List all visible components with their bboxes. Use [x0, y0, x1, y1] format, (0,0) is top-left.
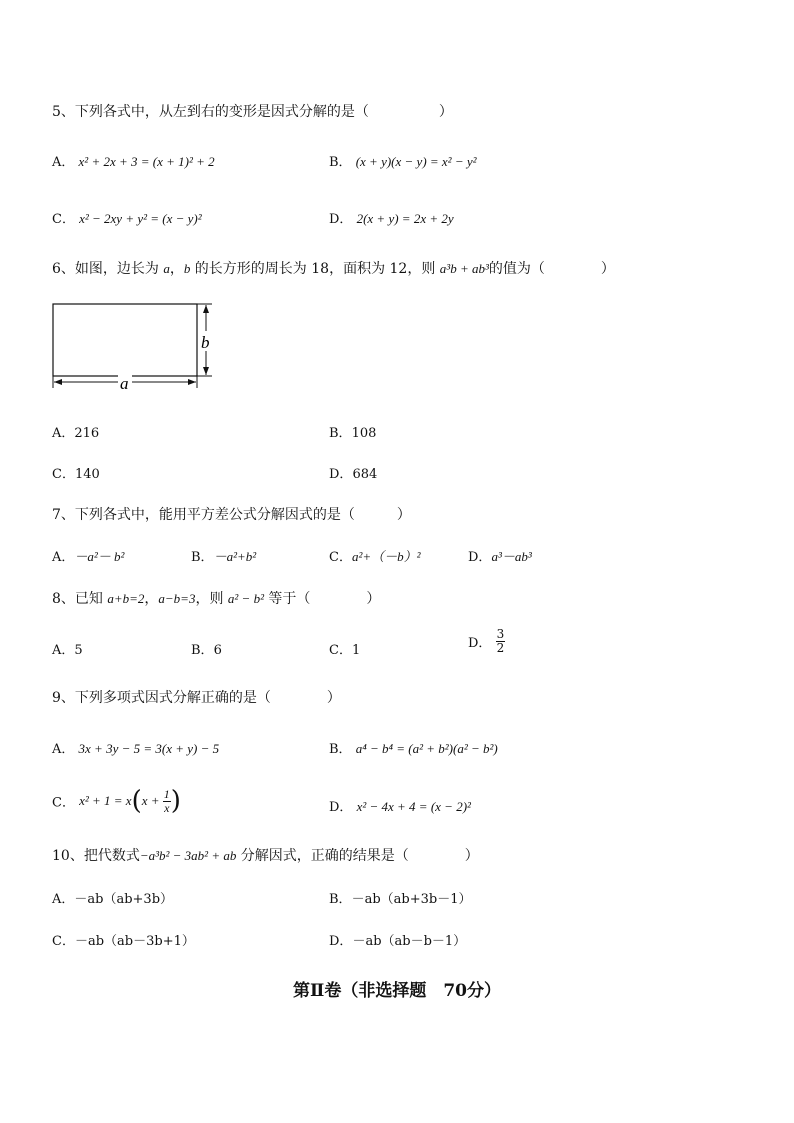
option-label: B． [191, 643, 214, 658]
q6-option-a [52, 422, 99, 441]
q8-option-b [191, 639, 222, 658]
height-arrow-top [203, 305, 209, 313]
option-label: C． [52, 934, 75, 949]
q9-option-b [329, 738, 498, 757]
fraction-numerator: 3 [496, 627, 505, 641]
option-label: C． [52, 467, 75, 482]
fraction [496, 628, 506, 655]
fraction-numerator: 1 [163, 786, 170, 801]
question-expression: a³b + ab³ [439, 261, 489, 276]
q8-option-c [329, 639, 360, 658]
condition-sum: a+b=2 [107, 591, 145, 606]
option-expression: x² + 2x + 3 = (x + 1)² + 2 [78, 154, 215, 169]
option-label: D． [468, 550, 492, 565]
option-value: 684 [352, 467, 378, 482]
question-text: 的值为（ ） [488, 261, 615, 277]
question-5: 5、下列各式中，从左到右的变形是因式分解的是（ ） [52, 104, 453, 120]
option-label: C． [329, 643, 352, 658]
option-label: B． [329, 426, 352, 441]
section-title: 第Ⅱ卷（非选择题 70分） [293, 981, 501, 1001]
fraction-denominator: x [164, 800, 170, 815]
option-value: 216 [74, 426, 100, 441]
q10-option-d [329, 930, 466, 949]
q9-option-c [52, 786, 181, 816]
option-value: 1 [351, 643, 361, 658]
option-label: B． [329, 742, 352, 757]
q5-option-b [329, 151, 477, 170]
q8-option-d [468, 628, 505, 655]
fraction [163, 788, 171, 815]
question-6 [52, 258, 615, 278]
question-7: 7、下列各式中，能用平方差公式分解因式的是（ ） [52, 507, 411, 523]
option-expression: 2(x + y) = 2x + 2y [356, 211, 454, 226]
option-label: C． [329, 550, 352, 565]
q6-option-d [329, 463, 377, 482]
q6-option-b [329, 422, 376, 441]
height-arrow-bottom [203, 367, 209, 375]
option-label: D． [329, 800, 353, 815]
q6-option-c [52, 463, 100, 482]
option-label: A． [52, 550, 75, 565]
left-paren: ( [131, 786, 142, 816]
option-value: 140 [74, 467, 100, 482]
variable-b: b [183, 261, 191, 276]
option-value: －ab（ab－3b+1） [74, 934, 195, 949]
q8-option-a [52, 639, 83, 658]
option-label: B． [329, 892, 352, 907]
option-value: －ab（ab－b－1） [352, 934, 467, 949]
fraction-denominator: 2 [496, 641, 505, 655]
q9-option-d [329, 796, 471, 815]
q5-option-a [52, 151, 215, 170]
option-label: D． [468, 636, 492, 651]
rectangle-figure [50, 300, 220, 395]
option-expression-inner: x + [141, 793, 163, 808]
option-expression: －a²+b² [213, 549, 257, 564]
q5-option-d [329, 208, 454, 227]
question-text: 10、把代数式 [52, 848, 140, 864]
option-label: A． [52, 742, 75, 757]
q5-option-c [52, 208, 202, 227]
label-a: a [120, 374, 129, 393]
option-label: D． [329, 212, 353, 227]
q7-option-a [52, 546, 124, 565]
width-arrow-left [54, 379, 62, 385]
q10-option-c [52, 930, 195, 949]
option-label: A． [52, 426, 75, 441]
q7-option-d [468, 546, 532, 565]
q9-option-a [52, 738, 219, 757]
option-value: 5 [74, 643, 83, 658]
option-expression: x² − 2xy + y² = (x − y)² [79, 211, 202, 226]
option-label: C． [52, 212, 75, 227]
question-text: 等于（ ） [263, 591, 381, 607]
option-expression: 3x + 3y − 5 = 3(x + y) − 5 [78, 741, 220, 756]
option-label: C． [52, 795, 75, 811]
question-expression: a² − b² [227, 591, 264, 606]
q10-option-b [329, 888, 471, 907]
option-value: 6 [213, 643, 222, 658]
option-value: －ab（ab+3b） [74, 892, 174, 907]
question-9: 9、下列多项式因式分解正确的是（ ） [52, 690, 341, 706]
question-text: 8、已知 [52, 591, 108, 607]
option-expression: a³－ab³ [491, 549, 532, 564]
question-text: 的长方形的周长为 18，面积为 12，则 [190, 261, 440, 277]
option-value: －ab（ab+3b－1） [351, 892, 472, 907]
option-expression: a⁴ − b⁴ = (a² + b²)(a² − b²) [355, 741, 498, 756]
option-label: A． [52, 155, 75, 170]
option-expression: －a²－ b² [74, 549, 125, 564]
option-label: B． [329, 155, 352, 170]
option-label: B． [191, 550, 214, 565]
question-text: ，则 [195, 591, 228, 607]
option-expression-lhs: x² + 1 = x [79, 793, 132, 808]
separator: ， [169, 261, 184, 277]
question-text: 6、如图，边长为 [52, 261, 164, 277]
separator: ， [144, 591, 159, 607]
variable-a: a [163, 261, 170, 276]
option-label: D． [329, 934, 353, 949]
q10-option-a [52, 888, 173, 907]
option-label: D． [329, 467, 353, 482]
question-10 [52, 845, 479, 865]
width-arrow-right [188, 379, 196, 385]
q7-option-b [191, 546, 256, 565]
q7-option-c [329, 546, 421, 565]
condition-difference: a−b=3 [158, 591, 196, 606]
option-label: A． [52, 643, 75, 658]
option-expression: x² − 4x + 4 = (x − 2)² [356, 799, 471, 814]
right-paren: ) [170, 786, 181, 816]
option-expression: a²+（－b）² [351, 549, 421, 564]
option-label: A． [52, 892, 75, 907]
option-value: 108 [351, 426, 377, 441]
question-8 [52, 588, 380, 608]
label-b: b [201, 333, 210, 352]
question-text: 分解因式，正确的结果是（ ） [236, 848, 479, 864]
question-expression: −a³b² − 3ab² + ab [139, 848, 237, 863]
option-expression: (x + y)(x − y) = x² − y² [355, 154, 477, 169]
rectangle [53, 304, 197, 376]
